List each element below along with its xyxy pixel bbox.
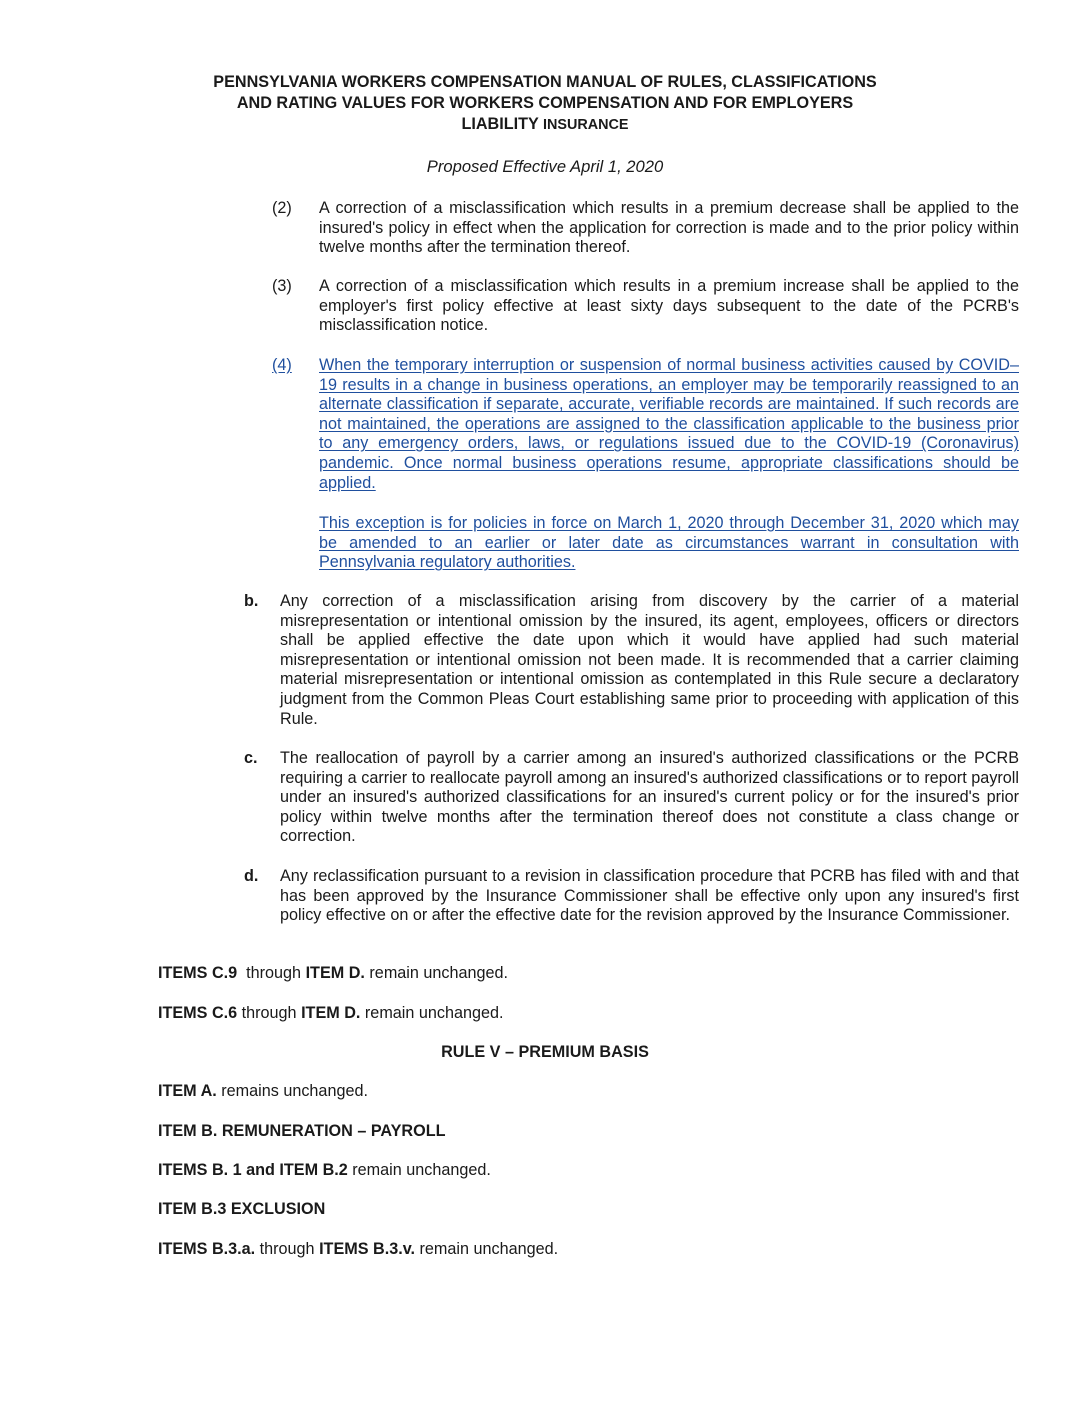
items-c6-label: ITEMS C.6 xyxy=(158,1004,238,1022)
paragraph-2-text: A correction of a misclassification which results in a premium decrease shall be applied to the insured's policy in effect when the application for correction is made and to the prior policy within twelve months after the termination thereof. xyxy=(319,199,1019,257)
paragraph-4-number: (4) xyxy=(272,356,292,374)
item-b-text: Any correction of a misclassification arising from discovery by the carrier of a material misrepresentation or intentional omission by the insured, its agent, employees, officers or directors shall be applied effective the date upon which it would have applied had such material misrepresentation or intentional omission not been made. It is recommended that a carrier claiming material misrepresentation or intentional omission as contemplated in this Rule secure a declaratory judgment from the Common Pleas Court establishing same prior to proceeding with application of this Rule. xyxy=(280,592,1019,728)
items-b1-b2-line xyxy=(158,1161,1018,1181)
items-c6-item-d: ITEM D. xyxy=(301,1004,361,1022)
item-b-heading xyxy=(158,1122,1018,1142)
items-c9-line xyxy=(158,964,1018,984)
item-b-remuneration-label: ITEM B. REMUNERATION – PAYROLL xyxy=(158,1122,446,1140)
items-b3v-label: ITEMS B.3.v. xyxy=(319,1240,416,1258)
paragraph-3-number: (3) xyxy=(272,277,292,295)
items-c9-label: ITEMS C.9 xyxy=(158,964,238,982)
items-b3-through: through xyxy=(255,1240,320,1258)
paragraph-3-text: A correction of a misclassification which results in a premium increase shall be applied to the employer's first policy effective at least sixty days subsequent to the date of the PCRB's misclassification notice. xyxy=(319,277,1019,335)
items-b3a-b3v-line xyxy=(158,1240,1018,1260)
header-line-3 xyxy=(150,114,940,136)
items-c6-through: through xyxy=(237,1004,302,1022)
header-line-1: PENNSYLVANIA WORKERS COMPENSATION MANUAL OF RULES, CLASSIFICATIONS xyxy=(213,73,877,91)
items-b3-suffix: remain unchanged. xyxy=(415,1240,559,1258)
items-c9-item-d: ITEM D. xyxy=(305,964,365,982)
item-a-suffix: remains unchanged. xyxy=(216,1082,368,1100)
covid-exception-text: This exception is for policies in force on March 1, 2020 through December 31, 2020 which may be amended to an earlier or later date as circumstances warrant in consultation with Pennsylvania regulatory authorities. xyxy=(319,514,1019,572)
items-c9-through: through xyxy=(237,964,306,982)
items-c6-line xyxy=(158,1004,1018,1024)
item-b-letter: b. xyxy=(244,592,259,610)
items-c9-suffix: remain unchanged. xyxy=(364,964,509,982)
effective-date-subtitle: Proposed Effective April 1, 2020 xyxy=(426,157,664,176)
item-d-letter: d. xyxy=(244,867,259,885)
items-b3a-label: ITEMS B.3.a. xyxy=(158,1240,256,1258)
rule-v-heading: RULE V – PREMIUM BASIS xyxy=(441,1043,649,1061)
items-b1-b2-suffix: remain unchanged. xyxy=(347,1161,491,1179)
header-line-3-small: INSURANCE xyxy=(542,117,629,133)
items-b1-b2-label: ITEMS B. 1 and ITEM B.2 xyxy=(158,1161,348,1179)
item-c-letter: c. xyxy=(244,749,258,767)
header-line-3-main: LIABILITY xyxy=(461,115,539,133)
item-a-line xyxy=(158,1082,1018,1102)
header-line-2: AND RATING VALUES FOR WORKERS COMPENSATION AND FOR EMPLOYERS xyxy=(236,94,854,112)
item-b3-heading xyxy=(158,1200,1018,1220)
paragraph-2-number: (2) xyxy=(272,199,292,217)
item-d-text: Any reclassification pursuant to a revision in classification procedure that PCRB has filed with and that has been approved by the Insurance Commissioner shall be effective only upon any insured's first policy effective on or after the effective date for the revision approved by the Insurance Commissioner. xyxy=(280,867,1019,925)
item-a-label: ITEM A. xyxy=(158,1082,217,1100)
item-c-text: The reallocation of payroll by a carrier among an insured's authorized classifications or the PCRB requiring a carrier to reallocate payroll among an insured's authorized classifications or to report payroll under an insured's authorized classifications for an insured's current policy or for the insured's prior policy within twelve months after the termination thereof does not constitute a class change or correction. xyxy=(280,749,1019,846)
paragraph-4-text: When the temporary interruption or suspension of normal business activities caused by COVID–19 results in a change in business operations, an employer may be temporarily reassigned to an alternate classification if separate, accurate, verifiable records are maintained. If such records are not maintained, the operations are assigned to the classification applicable to the business prior to any emergency orders, laws, or regulations issued due to the COVID-19 (Coronavirus) pandemic. Once normal business operations resume, appropriate classifications should be applied. xyxy=(319,356,1019,492)
document-header xyxy=(150,72,940,136)
items-c6-suffix: remain unchanged. xyxy=(360,1004,504,1022)
item-b3-exclusion-label: ITEM B.3 EXCLUSION xyxy=(158,1200,326,1218)
